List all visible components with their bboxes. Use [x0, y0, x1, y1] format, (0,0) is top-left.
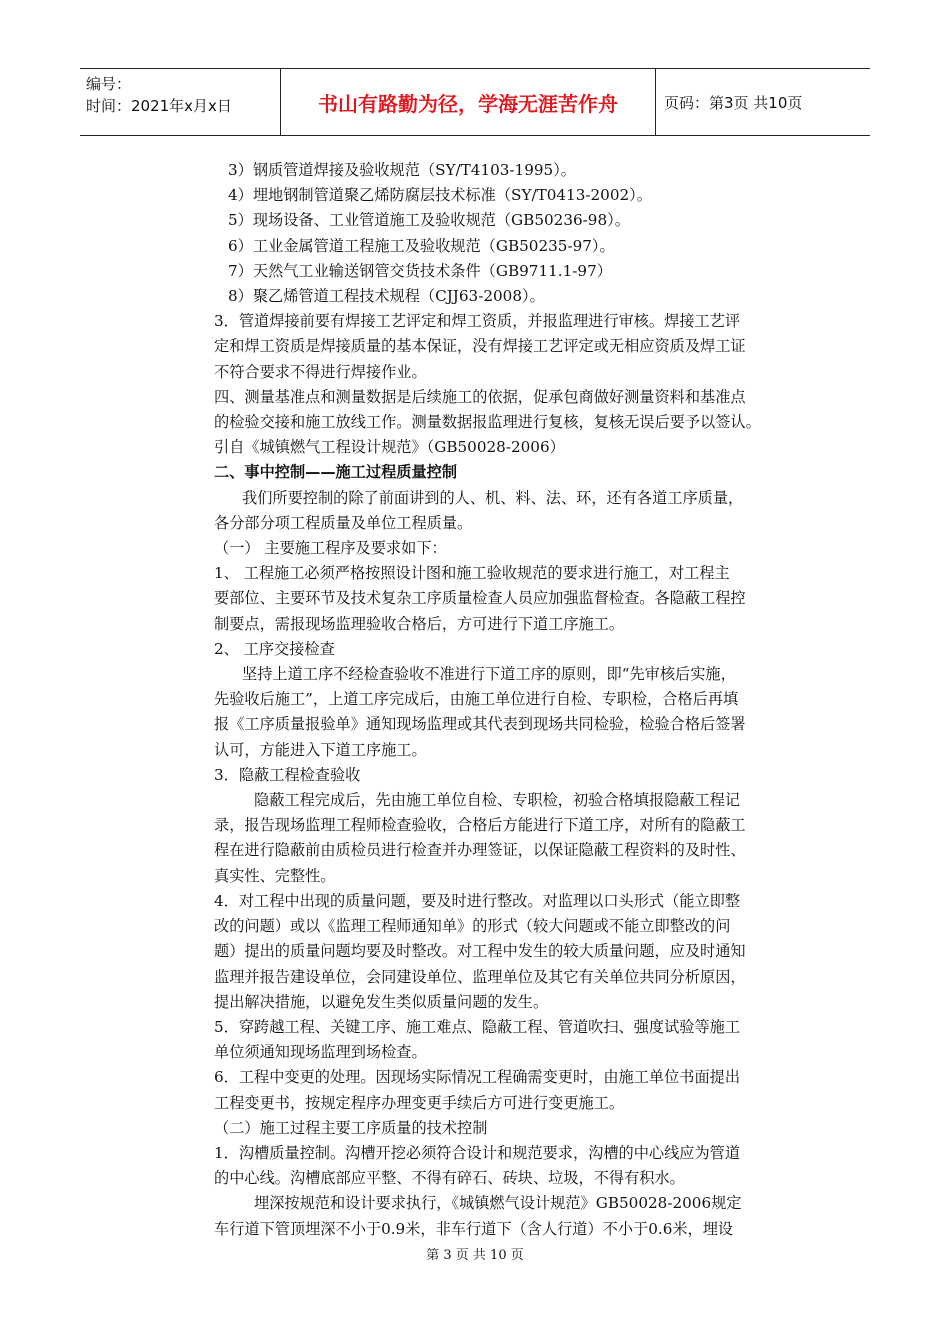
paragraph-line: 1．沟槽质量控制。沟槽开挖必须符合设计和规范要求，沟槽的中心线应为管道 [214, 1143, 741, 1162]
paragraph-line: 真实性、完整性。 [214, 866, 336, 885]
paragraph-line: 3．管道焊接前要有焊接工艺评定和焊工资质，并报监理进行审核。焊接工艺评 [214, 312, 741, 331]
paragraph-line: 5．穿跨越工程、关键工序、施工难点、隐蔽工程、管道吹扫、强度试验等施工 [214, 1017, 741, 1036]
paragraph-line: 认可，方能进入下道工序施工。 [214, 740, 427, 759]
paragraph-line: 5）现场设备、工业管道施工及验收规范（GB50236-98）。 [228, 211, 630, 230]
paragraph-line: 报《工序质量报验单》通知现场监理或其代表到现场共同检验，检验合格后签署 [214, 715, 746, 734]
header-page-info: 页码：第3页 共10页 [664, 93, 803, 112]
paragraph-line: 单位须通知现场监理到场检查。 [214, 1043, 427, 1062]
paragraph-line: 1、 工程施工必须严格按照设计图和施工验收规范的要求进行施工，对工程主 [214, 564, 730, 583]
paragraph-line: 的检验交接和施工放线工作。测量数据报监理进行复核，复核无误后要予以签认。 [214, 413, 761, 432]
paragraph-line: 题）提出的质量问题均要及时整改。对工程中发生的较大质量问题，应及时通知 [214, 942, 746, 961]
paragraph-line: 四、测量基准点和测量数据是后续施工的依据，促承包商做好测量资料和基准点 [214, 387, 746, 406]
paragraph-line: 工程变更书，按规定程序办理变更手续后方可进行变更施工。 [214, 1093, 625, 1112]
paragraph-line: 车行道下管顶埋深不小于0.9米，非车行道下（含人行道）不小于0.6米，埋设 [214, 1219, 734, 1238]
paragraph-line: 不符合要求不得进行焊接作业。 [214, 362, 427, 381]
paragraph-line: 改的问题）或以《监理工程师通知单》的形式（较大问题或不能立即整改的问 [214, 917, 731, 936]
paragraph-line: 监理并报告建设单位，会同建设单位、监理单位及其它有关单位共同分析原因， [214, 967, 746, 986]
paragraph-line: 4）埋地钢制管道聚乙烯防腐层技术标准（SY/T0413-2002）。 [228, 186, 652, 205]
date-label: 时间：2021年x月x日 [86, 97, 232, 115]
paragraph-line: 定和焊工资质是焊接质量的基本保证，没有焊接工艺评定或无相应资质及焊工证 [214, 337, 746, 356]
page-header [80, 68, 870, 136]
paragraph-line: 6）工业金属管道工程施工及验收规范（GB50235-97）。 [228, 236, 615, 255]
paragraph-line: 程在进行隐蔽前由质检员进行检查并办理签证，以保证隐蔽工程资料的及时性、 [214, 841, 746, 860]
paragraph-line: 2、 工序交接检查 [214, 639, 335, 658]
paragraph-line: 制要点，需报现场监理验收合格后，方可进行下道工序施工。 [214, 614, 625, 633]
paragraph-line: 录，报告现场监理工程师检查验收，合格后方能进行下道工序，对所有的隐蔽工 [214, 816, 746, 835]
paragraph-line: （二）施工过程主要工序质量的技术控制 [214, 1118, 488, 1137]
page-footer: 第 3 页 共 10 页 [426, 1248, 524, 1263]
header-meta [80, 69, 280, 135]
paragraph-line: 8）聚乙烯管道工程技术规程（CJJ63-2008）。 [228, 287, 545, 306]
paragraph-line: 的中心线。沟槽底部应平整、不得有碎石、砖块、垃圾，不得有积水。 [214, 1169, 685, 1188]
paragraph-line: 坚持上道工序不经检查验收不准进行下道工序的原则，即“先审核后实施， [242, 665, 736, 684]
paragraph-line: （一） 主要施工程序及要求如下： [214, 539, 447, 558]
paragraph-line: 3）钢质管道焊接及验收规范（SY/T4103-1995）。 [228, 161, 576, 179]
paragraph-line: 隐蔽工程完成后，先由施工单位自检、专职检，初验合格填报隐蔽工程记 [254, 791, 740, 810]
header-motto: 书山有路勤为径，学海无涯苦作舟 [280, 69, 656, 135]
paragraph-line: 3．隐蔽工程检查验收 [214, 765, 361, 784]
paragraph-line: 我们所要控制的除了前面讲到的人、机、料、法、环，还有各道工序质量， [242, 488, 744, 507]
paragraph-line: 引自《城镇燃气工程设计规范》（GB50028-2006） [214, 438, 565, 457]
paragraph-line: 4．对工程中出现的质量问题，要及时进行整改。对监理以口头形式（能立即整 [214, 891, 741, 910]
paragraph-line: 提出解决措施，以避免发生类似质量问题的发生。 [214, 992, 549, 1011]
paragraph-line: 各分部分项工程质量及单位工程质量。 [214, 513, 473, 532]
paragraph-line: 二、事中控制——施工过程质量控制 [214, 463, 457, 482]
paragraph-line: 7）天然气工业输送钢管交货技术条件（GB9711.1-97） [228, 261, 612, 280]
paragraph-line: 先验收后施工”，上道工序完成后，由施工单位进行自检、专职检，合格后再填 [214, 690, 739, 709]
paragraph-line: 要部位、主要环节及技术复杂工序质量检查人员应加强监督检查。各隐蔽工程控 [214, 589, 746, 608]
document-body [214, 158, 804, 1242]
paragraph-line: 埋深按规范和设计要求执行，《城镇燃气设计规范》GB50028-2006规定 [254, 1194, 742, 1213]
paragraph-line: 6．工程中变更的处理。因现场实际情况工程确需变更时，由施工单位书面提出 [214, 1068, 741, 1087]
number-label: 编号： [86, 75, 132, 93]
